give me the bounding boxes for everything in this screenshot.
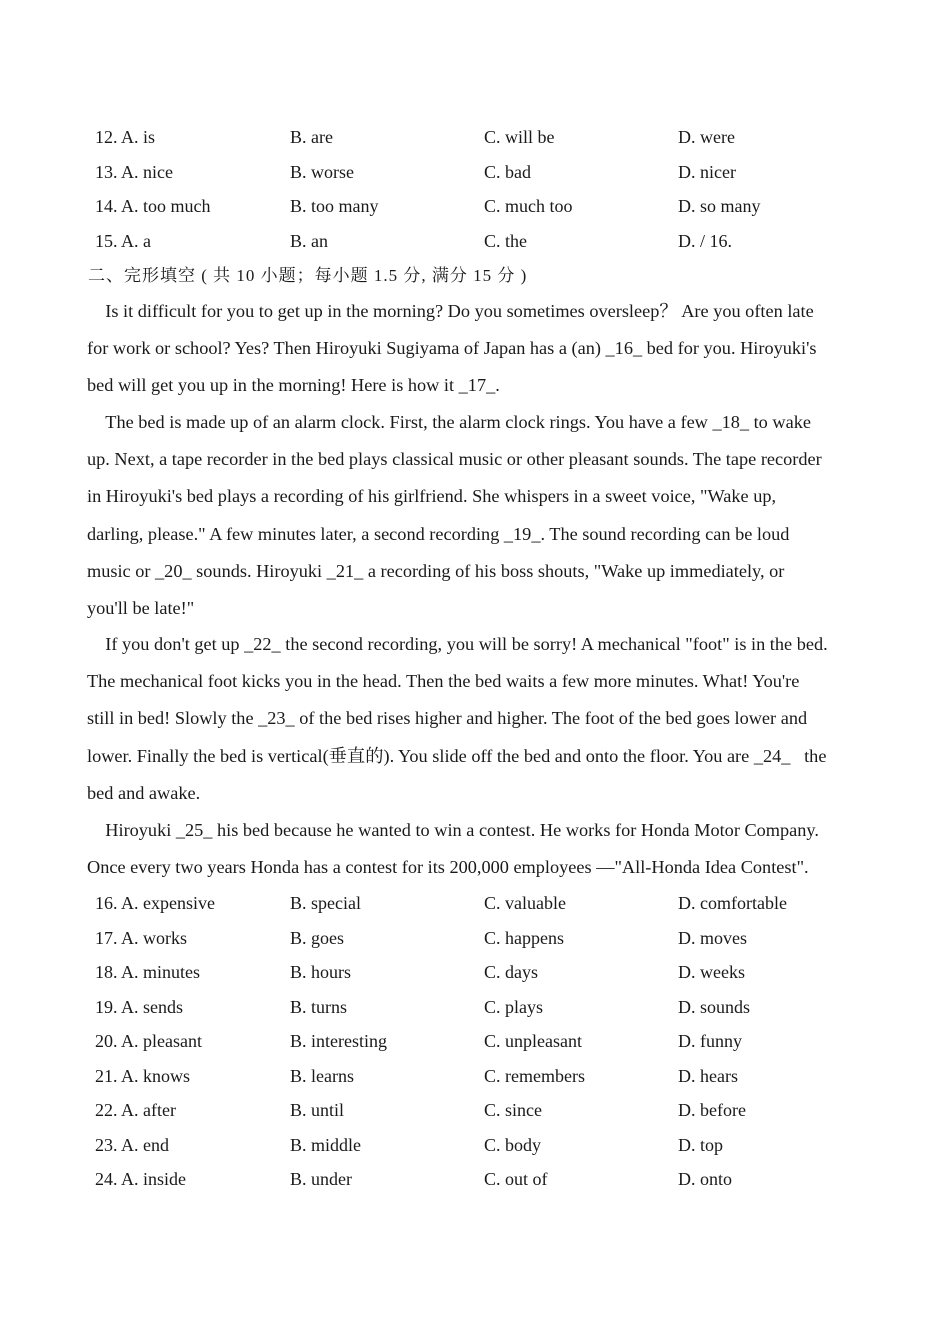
passage-line: Once every two years Honda has a contest for its 200,000 employees —"All-Honda Idea Contest". — [87, 857, 809, 878]
option-a: 22. A. after — [95, 1100, 176, 1120]
option-d: D. before — [678, 1100, 746, 1120]
passage-line: for work or school? Yes? Then Hiroyuki Sugiyama of Japan has a (an) _16_ bed for you. Hiroyuki's — [87, 338, 817, 359]
option-c: C. plays — [484, 997, 544, 1017]
passage-line: you'll be late!" — [87, 598, 195, 619]
question-18-options — [0, 955, 950, 989]
option-d: D. were — [678, 127, 735, 147]
passage-line: music or _20_ sounds. Hiroyuki _21_ a recording of his boss shouts, "Wake up immediately, or — [87, 560, 785, 581]
option-b: B. goes — [290, 928, 344, 948]
question-24-options — [0, 1162, 950, 1196]
option-d: D. funny — [678, 1031, 742, 1051]
option-b: B. hours — [290, 962, 352, 982]
question-14-options — [0, 189, 950, 223]
question-19-options — [0, 990, 950, 1024]
passage-line: Hiroyuki _25_ his bed because he wanted to win a contest. He works for Honda Motor Company. — [87, 820, 819, 840]
option-b: B. middle — [290, 1135, 361, 1155]
option-c: C. body — [484, 1135, 542, 1155]
question-23-options — [0, 1128, 950, 1162]
option-a: 16. A. expensive — [95, 893, 215, 913]
question-20-options — [0, 1024, 950, 1058]
option-d: D. hears — [678, 1066, 738, 1086]
passage-paragraph-1 — [87, 293, 867, 405]
option-c: C. days — [484, 962, 538, 982]
question-15-options — [0, 224, 950, 258]
question-16-options — [0, 886, 950, 920]
option-c: C. much too — [484, 196, 573, 216]
section-heading: 二、完形填空 ( 共 10 小题；每小题 1.5 分, 满分 15 分 ) — [88, 266, 528, 285]
option-a: 21. A. knows — [95, 1066, 191, 1086]
option-d: D. comfortable — [678, 893, 787, 913]
option-d: D. / 16. — [678, 231, 732, 251]
option-b: B. under — [290, 1169, 352, 1189]
option-c: C. happens — [484, 928, 564, 948]
passage-line: up. Next, a tape recorder in the bed plays classical music or other pleasant sounds. The tape recorder — [87, 449, 822, 470]
question-21-options — [0, 1059, 950, 1093]
option-d: D. nicer — [678, 162, 736, 182]
option-d: D. weeks — [678, 962, 745, 982]
option-a: 13. A. nice — [95, 162, 173, 182]
option-b: B. worse — [290, 162, 354, 182]
option-c: C. bad — [484, 162, 531, 182]
question-22-options — [0, 1093, 950, 1127]
option-b: B. learns — [290, 1066, 354, 1086]
passage-paragraph-2 — [87, 404, 867, 627]
passage-line: bed and awake. — [87, 782, 201, 803]
passage-line: The bed is made up of an alarm clock. First, the alarm clock rings. You have a few _18_ to wake — [87, 412, 811, 432]
option-a: 20. A. pleasant — [95, 1031, 202, 1051]
option-d: D. onto — [678, 1169, 732, 1189]
option-b: B. an — [290, 231, 328, 251]
option-c: C. out of — [484, 1169, 548, 1189]
option-d: D. so many — [678, 196, 761, 216]
option-c: C. unpleasant — [484, 1031, 582, 1051]
passage-paragraph-4 — [87, 812, 867, 886]
option-a: 24. A. inside — [95, 1169, 187, 1189]
option-b: B. special — [290, 893, 361, 913]
option-c: C. since — [484, 1100, 542, 1120]
passage-line: If you don't get up _22_ the second recording, you will be sorry! A mechanical "foot" is in the bed. — [87, 634, 828, 654]
option-a: 19. A. sends — [95, 997, 184, 1017]
option-a: 23. A. end — [95, 1135, 169, 1155]
option-a: 12. A. is — [95, 127, 156, 147]
option-b: B. are — [290, 127, 333, 147]
option-a: 14. A. too much — [95, 196, 211, 216]
option-a: 17. A. works — [95, 928, 188, 948]
passage-paragraph-3 — [87, 626, 867, 812]
option-a: 15. A. a — [95, 231, 151, 251]
question-13-options — [0, 155, 950, 189]
option-c: C. will be — [484, 127, 555, 147]
question-17-options — [0, 921, 950, 955]
option-b: B. too many — [290, 196, 379, 216]
option-d: D. sounds — [678, 997, 751, 1017]
passage-line: bed will get you up in the morning! Here is how it _17_. — [87, 375, 500, 396]
option-b: B. until — [290, 1100, 345, 1120]
option-c: C. the — [484, 231, 527, 251]
passage-line: Is it difficult for you to get up in the morning? Do you sometimes oversleep？ Are you often late — [87, 301, 814, 321]
option-d: D. top — [678, 1135, 723, 1155]
passage-line: in Hiroyuki's bed plays a recording of his girlfriend. She whispers in a sweet voice, "Wake up, — [87, 486, 777, 507]
passage-line: lower. Finally the bed is vertical(垂直的). You slide off the bed and onto the floor. You are _24_ the — [87, 745, 827, 766]
option-c: C. valuable — [484, 893, 566, 913]
option-b: B. turns — [290, 997, 348, 1017]
option-a: 18. A. minutes — [95, 962, 201, 982]
passage-line: darling, please." A few minutes later, a second recording _19_. The sound recording can be loud — [87, 523, 790, 544]
option-b: B. interesting — [290, 1031, 387, 1051]
option-c: C. remembers — [484, 1066, 585, 1086]
passage-line: The mechanical foot kicks you in the head. Then the bed waits a few more minutes. What! You're — [87, 671, 800, 692]
option-d: D. moves — [678, 928, 747, 948]
passage-line: still in bed! Slowly the _23_ of the bed rises higher and higher. The foot of the bed goes lower and — [87, 708, 808, 729]
question-12-options — [0, 120, 950, 154]
